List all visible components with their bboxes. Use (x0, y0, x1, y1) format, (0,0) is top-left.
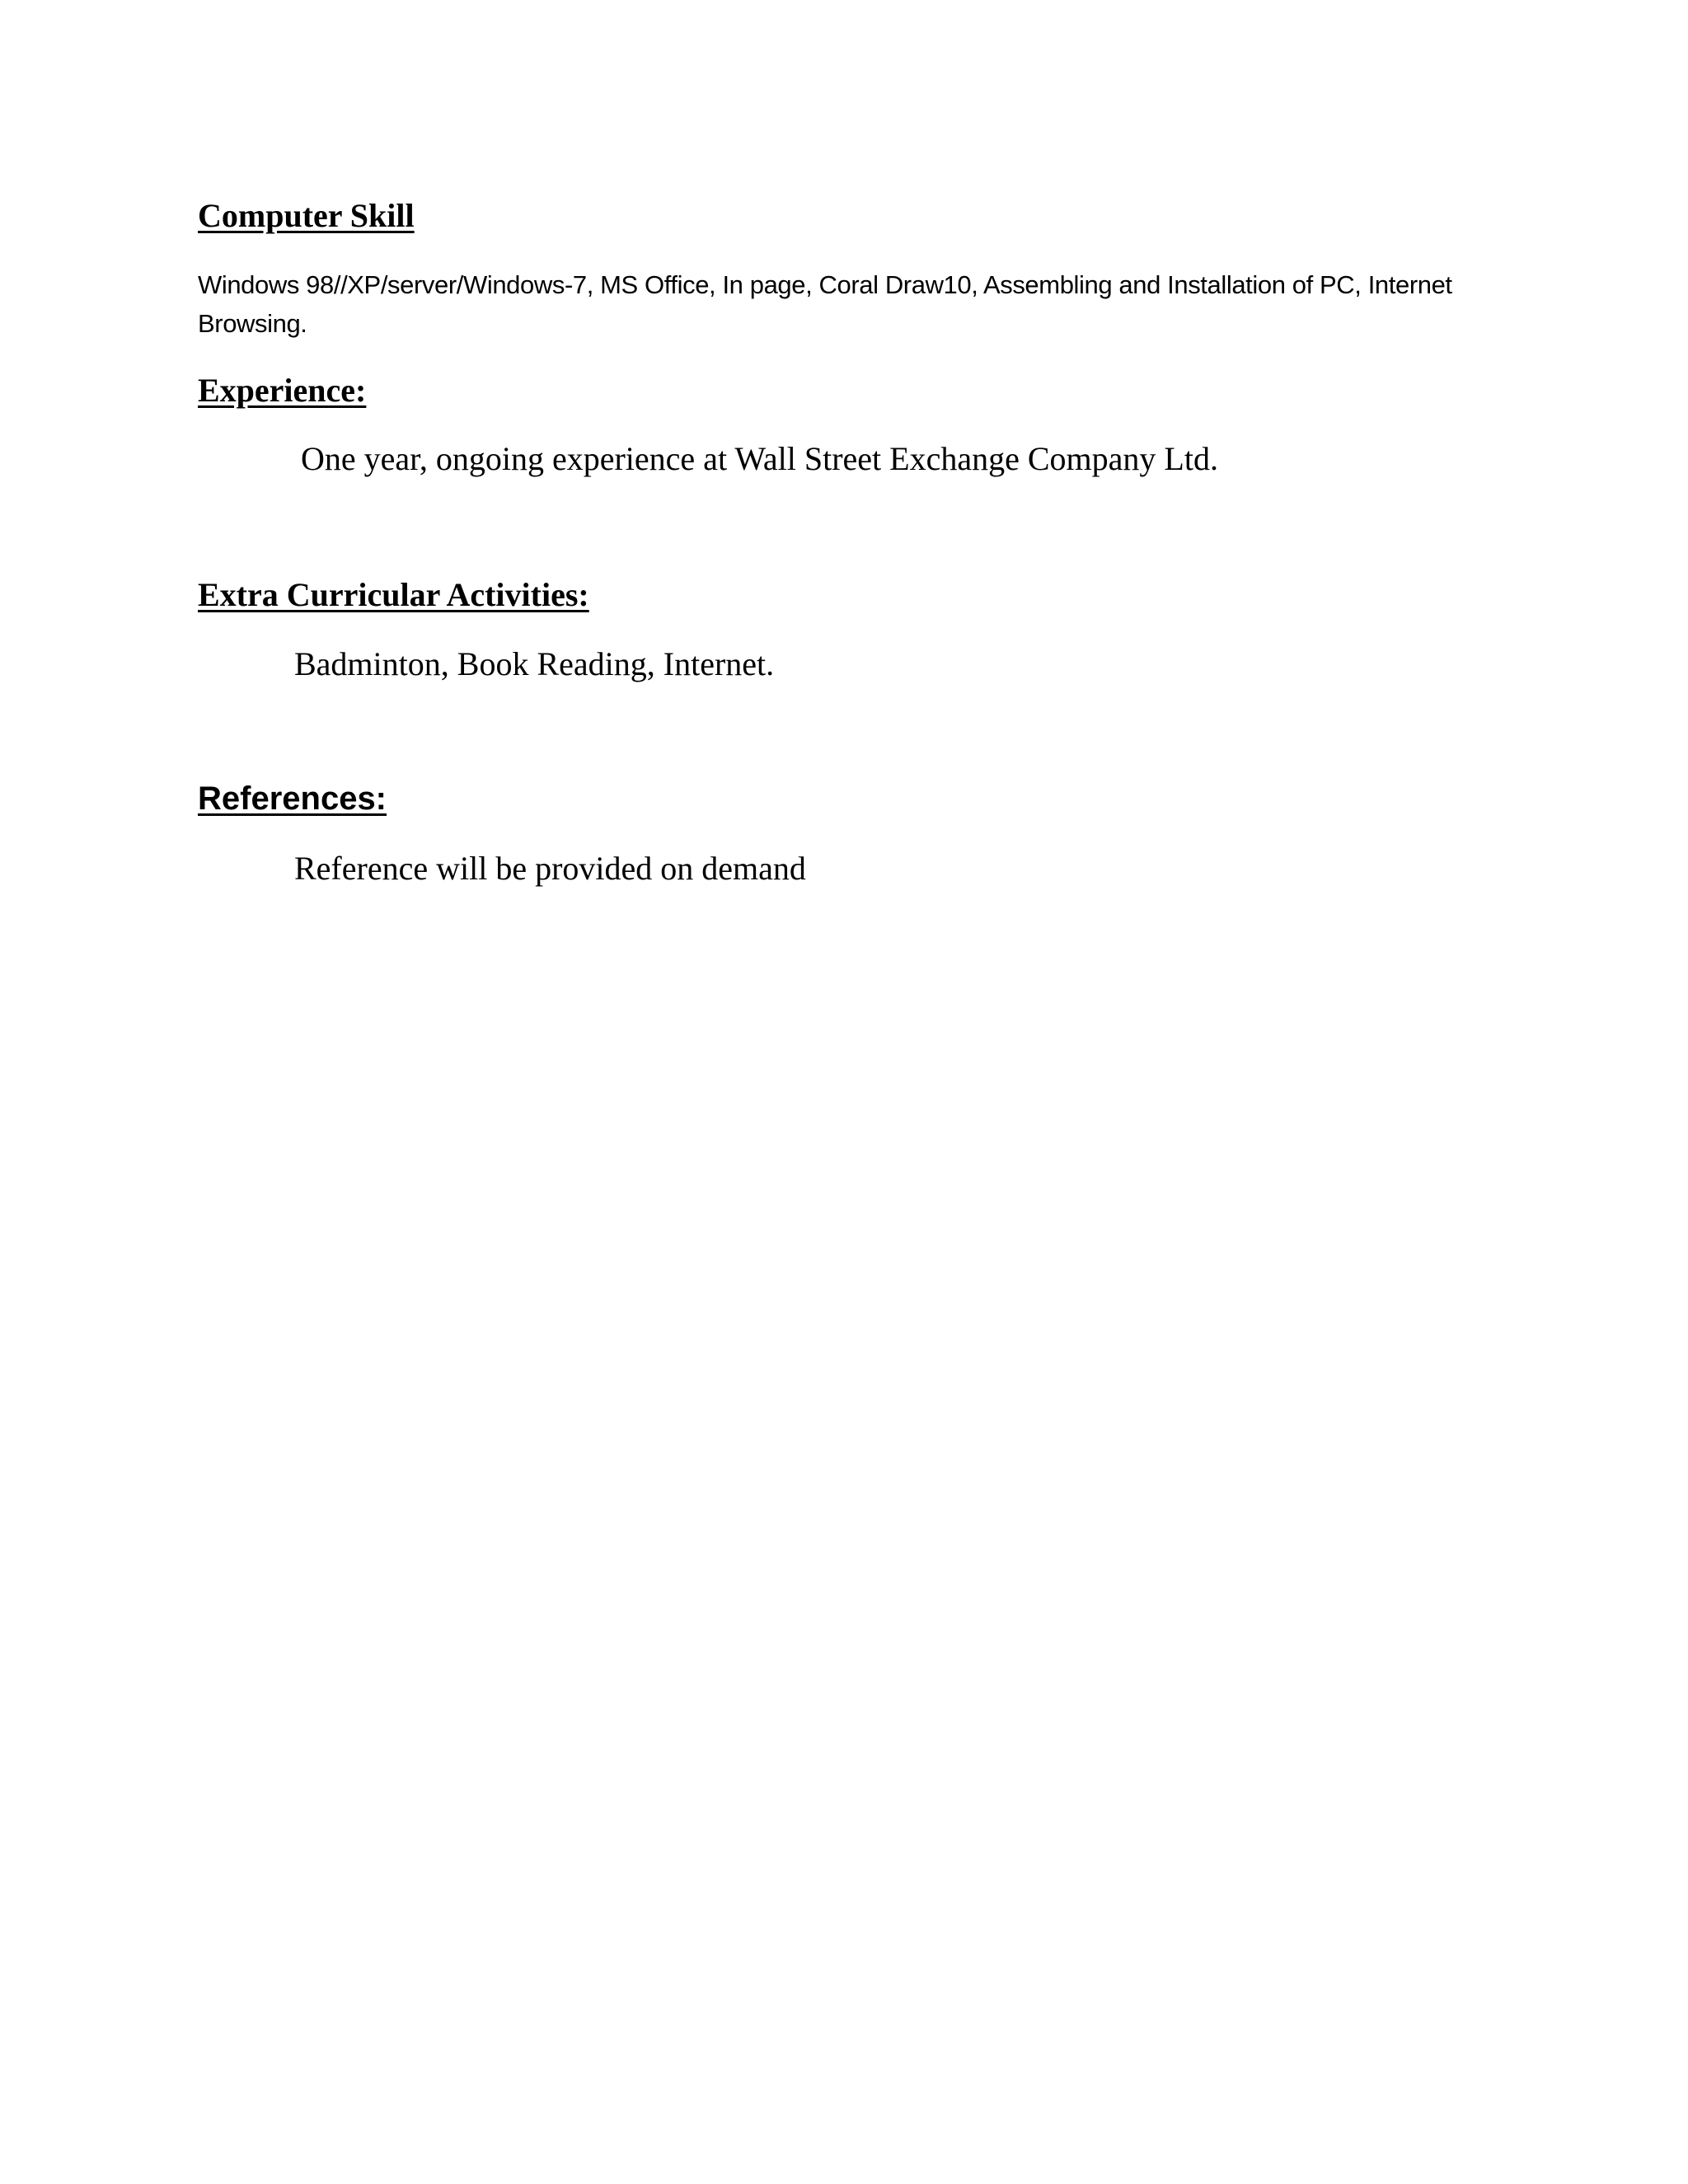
computer-skill-text: Windows 98//XP/server/Windows-7, MS Office, In page, Coral Draw10, Assembling and Installation of PC, Internet Browsing. (198, 270, 1452, 338)
experience-text: One year, ongoing experience at Wall Street Exchange Company Ltd. (301, 440, 1218, 477)
references-heading: References: (198, 780, 387, 817)
computer-skill-heading: Computer Skill (198, 197, 415, 234)
experience-heading: Experience: (198, 372, 367, 409)
references-text: Reference will be provided on demand (294, 850, 806, 887)
extra-curricular-text: Badminton, Book Reading, Internet. (294, 645, 775, 682)
extra-curricular-heading: Extra Curricular Activities: (198, 576, 589, 613)
